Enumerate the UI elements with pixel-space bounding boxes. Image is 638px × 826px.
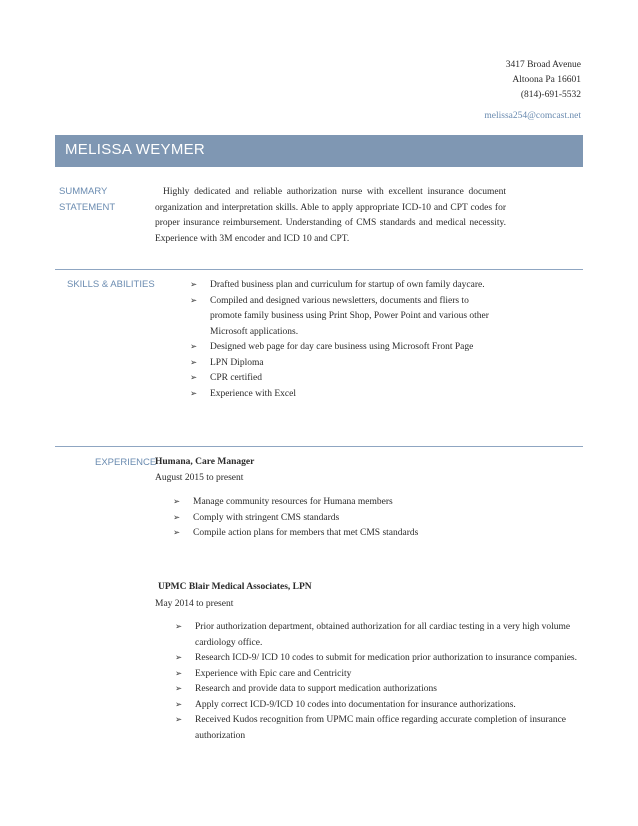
city-state-zip: Altoona Pa 16601 bbox=[512, 75, 581, 85]
list-item bbox=[190, 371, 500, 387]
list-item bbox=[175, 698, 582, 714]
arrow-bullet-icon: ➢ bbox=[173, 512, 181, 523]
arrow-bullet-icon: ➢ bbox=[173, 497, 181, 507]
skill-text: Drafted business plan and curriculum for startup of own family daycare. bbox=[210, 280, 485, 290]
list-item bbox=[173, 511, 493, 527]
experience-label: EXPERIENCE bbox=[95, 457, 157, 468]
list-item bbox=[190, 278, 500, 294]
job-dates: August 2015 to present bbox=[155, 473, 244, 483]
list-item bbox=[173, 526, 493, 542]
arrow-bullet-icon: ➢ bbox=[175, 653, 183, 663]
job-title: Humana, Care Manager bbox=[155, 457, 255, 467]
candidate-name: MELISSA WEYMER bbox=[65, 141, 206, 158]
summary-label-line1: SUMMARY bbox=[59, 186, 108, 197]
arrow-bullet-icon: ➢ bbox=[175, 622, 183, 632]
summary-text: Highly dedicated and reliable authorization nurse with excellent insurance document organization and interpretation skills. Able to apply appropriate ICD-10 and CPT codes for proper insurance reimbursement. Understanding of CMS standards and medical necessity. Experience with 3M encoder and ICD 10 and CPT. bbox=[155, 187, 506, 244]
skills-label: SKILLS & ABILITIES bbox=[67, 279, 155, 290]
duty-text: Research ICD-9/ ICD 10 codes to submit for medication prior authorization to insurance companies. bbox=[195, 653, 578, 663]
duty-text: Research and provide data to support medication authorizations bbox=[195, 684, 437, 694]
duty-text: Compile action plans for members that met CMS standards bbox=[193, 528, 419, 538]
arrow-bullet-icon: ➢ bbox=[190, 357, 198, 368]
duty-text: Experience with Epic care and Centricity bbox=[195, 668, 352, 679]
duty-text: Apply correct ICD-9/ICD 10 codes into documentation for insurance authorizations. bbox=[195, 699, 516, 710]
summary-label-line2: STATEMENT bbox=[59, 202, 116, 213]
list-item bbox=[175, 651, 582, 667]
job-duties-list bbox=[175, 620, 582, 744]
duty-text: Manage community resources for Humana members bbox=[193, 497, 393, 507]
arrow-bullet-icon: ➢ bbox=[190, 373, 198, 383]
list-item bbox=[175, 682, 582, 698]
job-duties-list bbox=[173, 495, 493, 542]
arrow-bullet-icon: ➢ bbox=[190, 388, 198, 399]
arrow-bullet-icon: ➢ bbox=[175, 699, 183, 710]
section-divider bbox=[55, 446, 583, 447]
skill-text: CPR certified bbox=[210, 373, 262, 383]
skill-text: LPN Diploma bbox=[210, 357, 264, 368]
list-item bbox=[175, 667, 582, 683]
duty-text: Prior authorization department, obtained authorization for all cardiac testing in a very high volume cardiology office. bbox=[195, 622, 571, 648]
job-title: UPMC Blair Medical Associates, LPN bbox=[158, 582, 312, 592]
name-banner bbox=[55, 135, 583, 167]
contact-address-block bbox=[506, 58, 581, 103]
skills-list bbox=[190, 278, 500, 402]
list-item bbox=[190, 340, 500, 356]
arrow-bullet-icon: ➢ bbox=[190, 280, 198, 290]
list-item bbox=[175, 620, 582, 651]
duty-text: Comply with stringent CMS standards bbox=[193, 512, 340, 523]
list-item bbox=[190, 387, 500, 403]
arrow-bullet-icon: ➢ bbox=[190, 295, 198, 306]
email-address[interactable]: melissa254@comcast.net bbox=[484, 111, 581, 121]
list-item bbox=[175, 713, 582, 744]
phone-number: (814)-691-5532 bbox=[520, 90, 581, 100]
arrow-bullet-icon: ➢ bbox=[190, 342, 198, 352]
duty-text: Received Kudos recognition from UPMC main office regarding accurate completion of insurance authorization bbox=[195, 715, 566, 741]
arrow-bullet-icon: ➢ bbox=[175, 684, 183, 694]
list-item bbox=[173, 495, 493, 511]
skill-text: Compiled and designed various newsletters, documents and fliers to promote family business using Print Shop, Power Point and various other Microsoft applications. bbox=[210, 295, 489, 337]
list-item bbox=[190, 294, 500, 341]
arrow-bullet-icon: ➢ bbox=[173, 528, 181, 538]
arrow-bullet-icon: ➢ bbox=[175, 715, 183, 725]
section-divider bbox=[55, 269, 583, 270]
skill-text: Designed web page for day care business using Microsoft Front Page bbox=[210, 342, 474, 352]
job-dates: May 2014 to present bbox=[155, 599, 234, 609]
list-item bbox=[190, 356, 500, 372]
arrow-bullet-icon: ➢ bbox=[175, 668, 183, 679]
street-address: 3417 Broad Avenue bbox=[505, 60, 581, 70]
summary-label bbox=[59, 184, 115, 216]
skill-text: Experience with Excel bbox=[210, 388, 296, 399]
